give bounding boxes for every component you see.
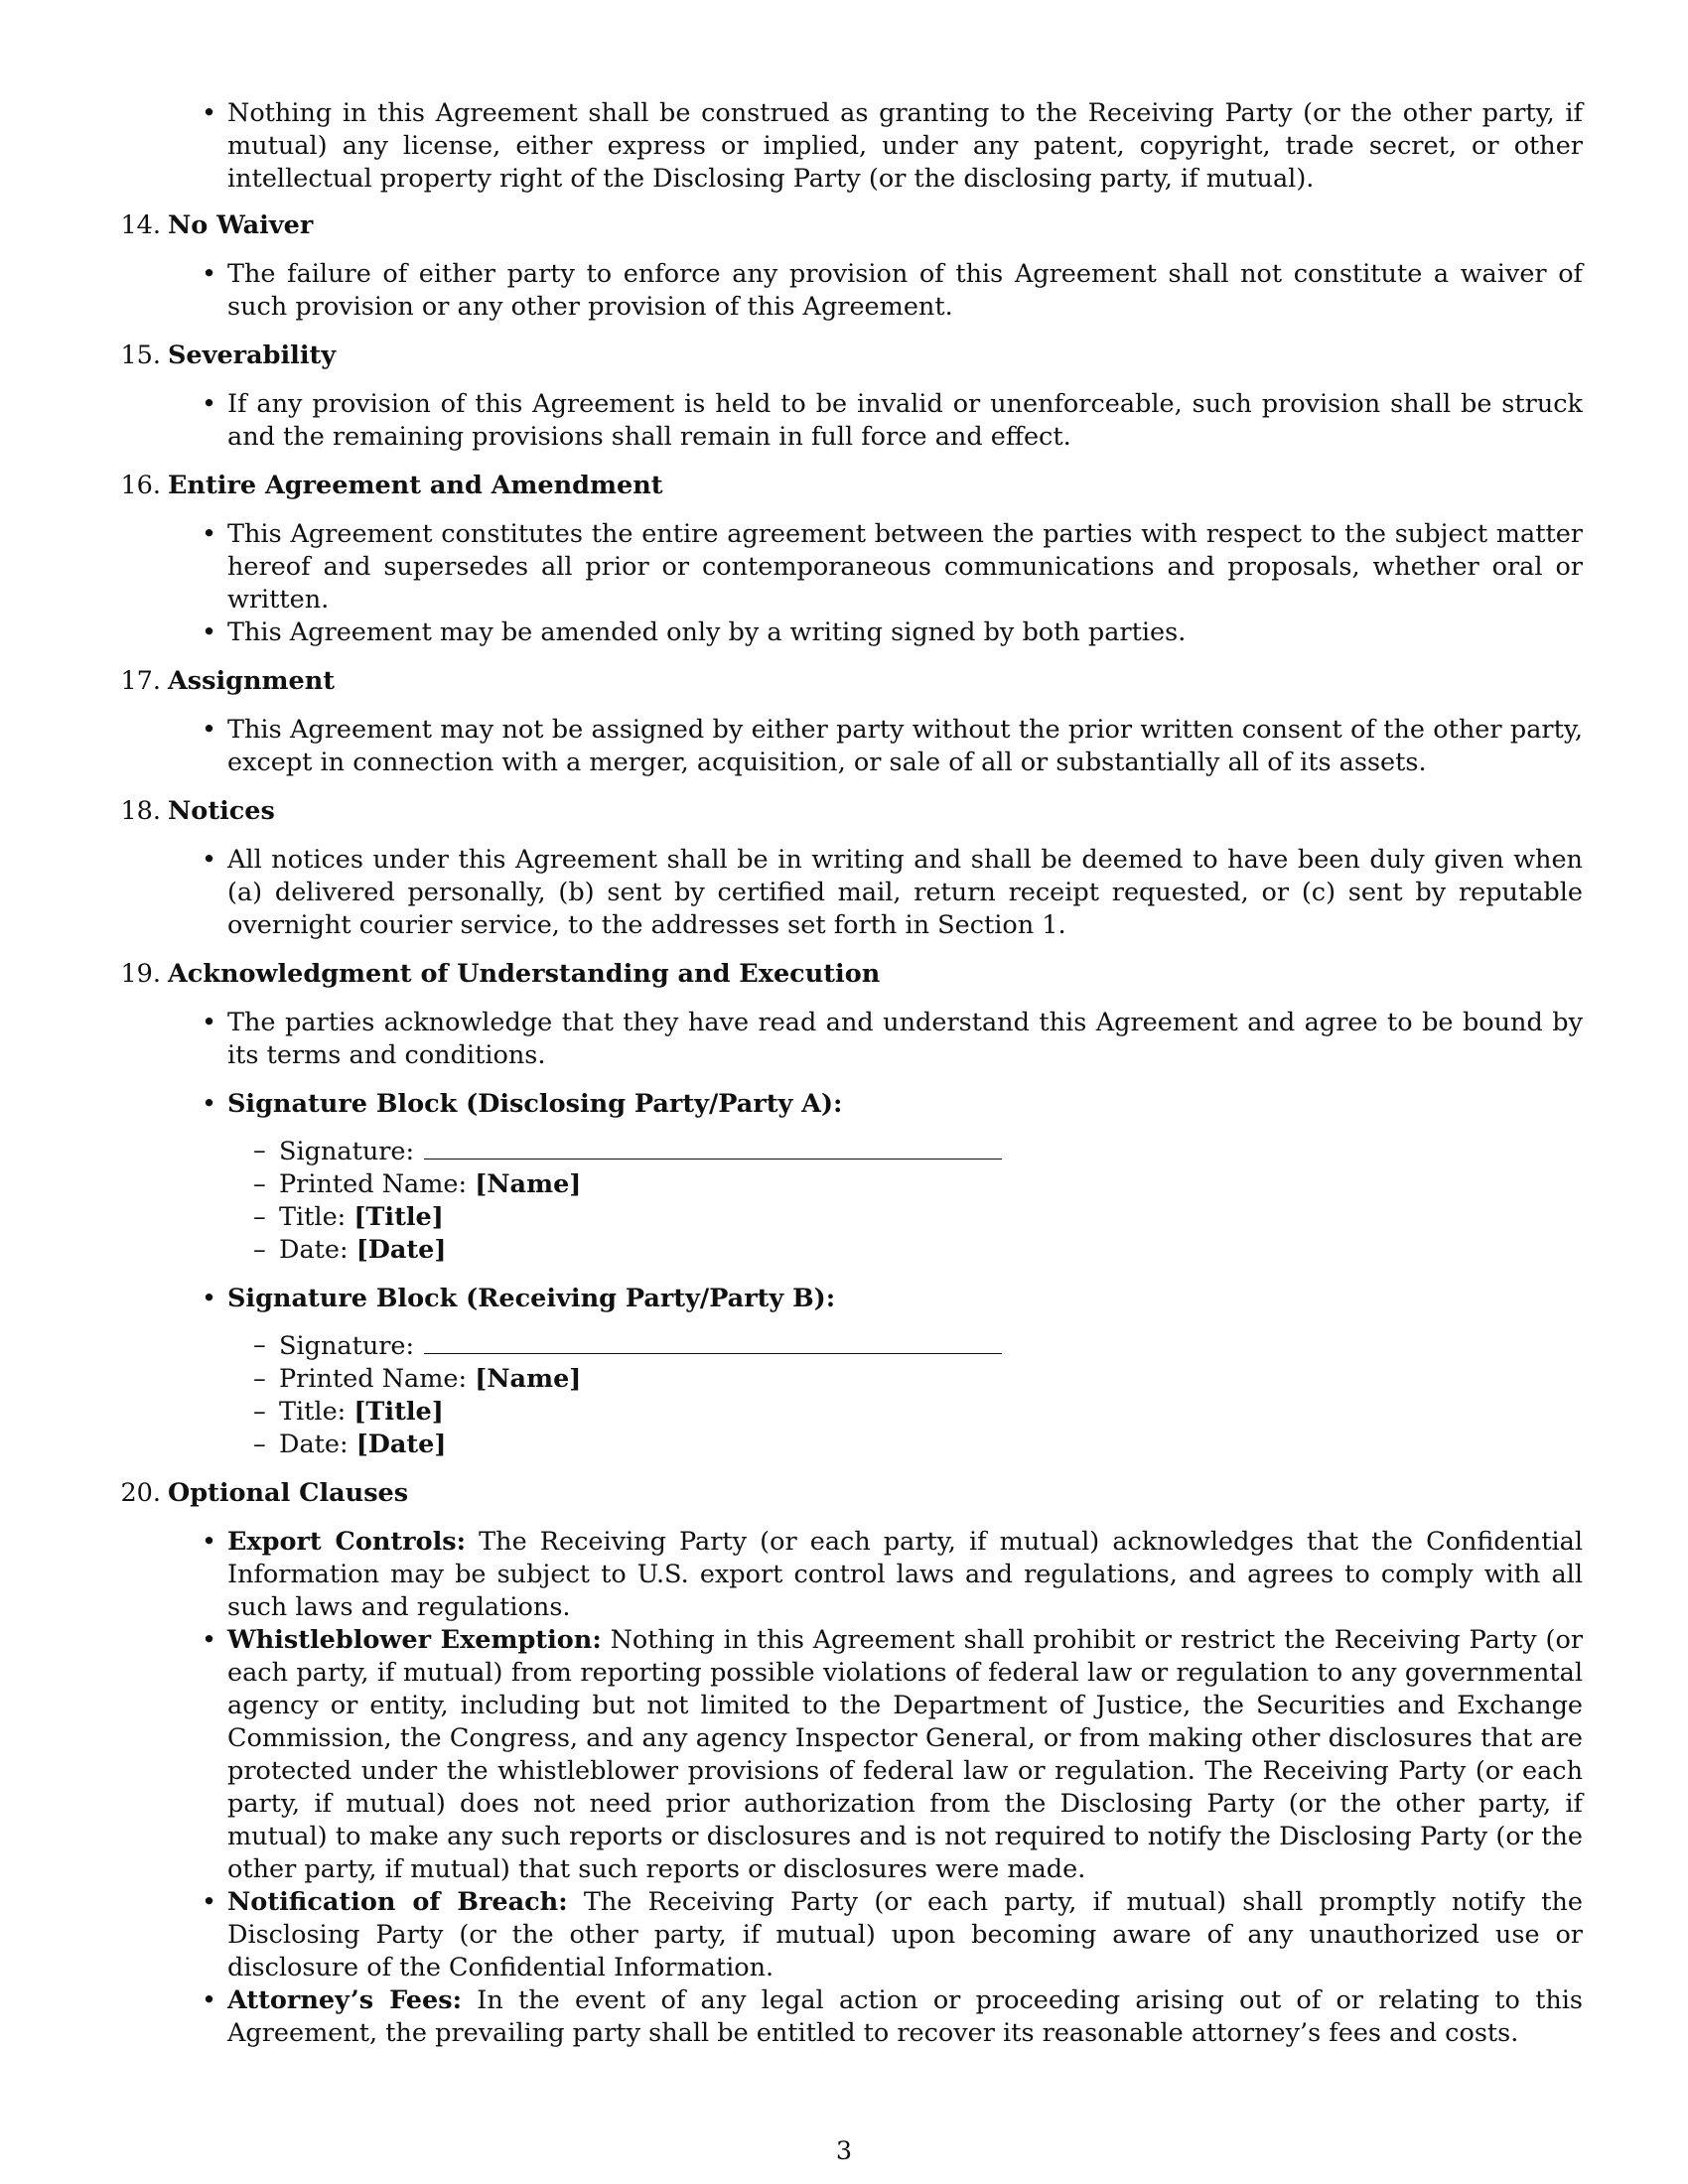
title-label: Title: [279, 1397, 347, 1427]
signature-label: Signature: [279, 1331, 415, 1361]
clause-export-controls [227, 1526, 1583, 1624]
section-heading-assignment [120, 665, 1688, 698]
list-item: • This Agreement constitutes the entire agreement between the parties with respect to the subject matter hereof and supersedes all prior or contemporaneous communications and proposals, whether oral or written. [227, 518, 1583, 616]
signature-label: Signature: [279, 1137, 415, 1166]
clause-text: In the event of any legal action or proceeding arising out of or relating to this Agreement, the prevailing party shall be entitled to recover its reasonable attorney’s fees and costs. [227, 1985, 1583, 2048]
printed-name-value: [Name] [475, 1169, 582, 1199]
date-value: [Date] [355, 1430, 447, 1459]
title-value: [Title] [353, 1397, 444, 1427]
title-field [279, 1396, 1583, 1429]
signature-block-heading: • Signature Block (Disclosing Party/Party A): [227, 1089, 843, 1119]
list-item: • The failure of either party to enforce any provision of this Agreement shall not constitute a waiver of such provision or any other provision of this Agreement. [227, 258, 1583, 324]
printed-name-label: Printed Name: [279, 1364, 468, 1394]
page-content [0, 97, 1688, 2050]
date-field [279, 1429, 1583, 1461]
list-item: • This Agreement may not be assigned by either party without the prior written consent of the other party, except in connection with a merger, acquisition, or sale of all or substantially all of its assets. [227, 714, 1583, 779]
signature-line[interactable] [424, 1135, 1002, 1160]
section-title: Optional Clauses [168, 1478, 409, 1508]
clause-label: Notification of Breach: [227, 1887, 568, 1917]
section-bullets [0, 714, 1688, 779]
continued-bullets [0, 97, 1688, 196]
date-value: [Date] [355, 1235, 447, 1265]
printed-name-field [279, 1168, 1583, 1201]
section-bullets [0, 518, 1688, 649]
signature-field [279, 1135, 1583, 1168]
section-number: 20. [120, 1478, 161, 1508]
signature-line[interactable] [424, 1329, 1002, 1354]
clause-notification-of-breach [227, 1886, 1583, 1984]
title-label: Title: [279, 1202, 347, 1232]
signature-block-party-b [227, 1283, 1583, 1461]
section-number: 14. [120, 210, 161, 240]
section-number: 18. [120, 796, 161, 826]
list-item: • This Agreement may be amended only by a writing signed by both parties. [227, 616, 1583, 649]
signature-fields [227, 1329, 1583, 1461]
section-title: Notices [168, 796, 275, 826]
section-number: 15. [120, 341, 161, 370]
list-item: • The parties acknowledge that they have read and understand this Agreement and agree to be bound by its terms and conditions. [227, 1007, 1583, 1072]
title-value: [Title] [353, 1202, 444, 1232]
signature-field [279, 1329, 1583, 1363]
date-label: Date: [279, 1235, 349, 1265]
clause-label: Attorney’s Fees: [227, 1985, 463, 2015]
printed-name-value: [Name] [475, 1364, 582, 1394]
section-heading-acknowledgment [120, 958, 1688, 991]
optional-clauses-list [0, 1526, 1688, 2050]
section-number: 17. [120, 666, 161, 696]
section-title: No Waiver [168, 210, 314, 240]
signature-block-party-a [227, 1088, 1583, 1267]
section-heading-optional-clauses [120, 1477, 1688, 1510]
clause-text: The Receiving Party (or each party, if mutual) acknowledges that the Confidential Information may be subject to U.S. export control laws and regulations, and agrees to comply with all such laws and regulations. [227, 1527, 1583, 1622]
section-heading-notices [120, 795, 1688, 828]
section-title: Entire Agreement and Amendment [168, 471, 663, 500]
section-heading-entire-agreement [120, 470, 1688, 502]
list-item: • Nothing in this Agreement shall be construed as granting to the Receiving Party (or the other party, if mutual) any license, either express or implied, under any patent, copyright, trade secret, or other intellectual property right of the Disclosing Party (or the disclosing party, if mutual). [227, 97, 1583, 196]
clause-attorneys-fees [227, 1984, 1583, 2050]
list-item: • If any provision of this Agreement is held to be invalid or unenforceable, such provision shall be struck and the remaining provisions shall remain in full force and effect. [227, 388, 1583, 454]
section-title: Acknowledgment of Understanding and Execution [168, 959, 881, 989]
clause-text: The Receiving Party (or each party, if mutual) shall promptly notify the Disclosing Party (or the other party, if mutual) upon becoming aware of any unauthorized use or disclosure of the Confidential Information. [227, 1887, 1584, 1982]
date-field [279, 1234, 1583, 1267]
section-bullets [0, 1007, 1688, 1461]
section-heading-severability [120, 340, 1688, 372]
section-title: Assignment [168, 666, 336, 696]
section-number: 19. [120, 959, 161, 989]
date-label: Date: [279, 1430, 349, 1459]
signature-block-heading: • Signature Block (Receiving Party/Party B): [227, 1284, 836, 1313]
printed-name-label: Printed Name: [279, 1169, 468, 1199]
signature-fields [227, 1135, 1583, 1267]
title-field [279, 1201, 1583, 1234]
section-bullets [0, 258, 1688, 324]
printed-name-field [279, 1363, 1583, 1396]
page-number: 3 [835, 2136, 853, 2166]
clause-text: Nothing in this Agreement shall prohibit or restrict the Receiving Party (or each party, if mutual) from reporting possible violations of federal law or regulation to any governmental agency or entity, including but not limited to the Department of Justice, the Securities and Exchange Commission, the Congress, and any agency Inspector General, or from making other disclosures that are protected under the whistleblower provisions of federal law or regulation. The Receiving Party (or each party, if mutual) does not need prior authorization from the Disclosing Party (or the other party, if mutual) to make any such reports or disclosures and is not required to notify the Disclosing Party (or the other party, if mutual) that such reports or disclosures were made. [227, 1625, 1584, 1884]
clause-label: Export Controls: [227, 1527, 467, 1557]
list-item: • All notices under this Agreement shall be in writing and shall be deemed to have been duly given when (a) delivered personally, (b) sent by certified mail, return receipt requested, or (c) sent by reputable overnight courier service, to the addresses set forth in Section 1. [227, 844, 1583, 942]
section-title: Severability [168, 341, 337, 370]
section-number: 16. [120, 471, 161, 500]
clause-whistleblower-exemption [227, 1624, 1583, 1886]
clause-label: Whistleblower Exemption: [227, 1625, 602, 1655]
section-heading-no-waiver [120, 209, 1688, 242]
section-bullets [0, 844, 1688, 942]
section-bullets [0, 388, 1688, 454]
